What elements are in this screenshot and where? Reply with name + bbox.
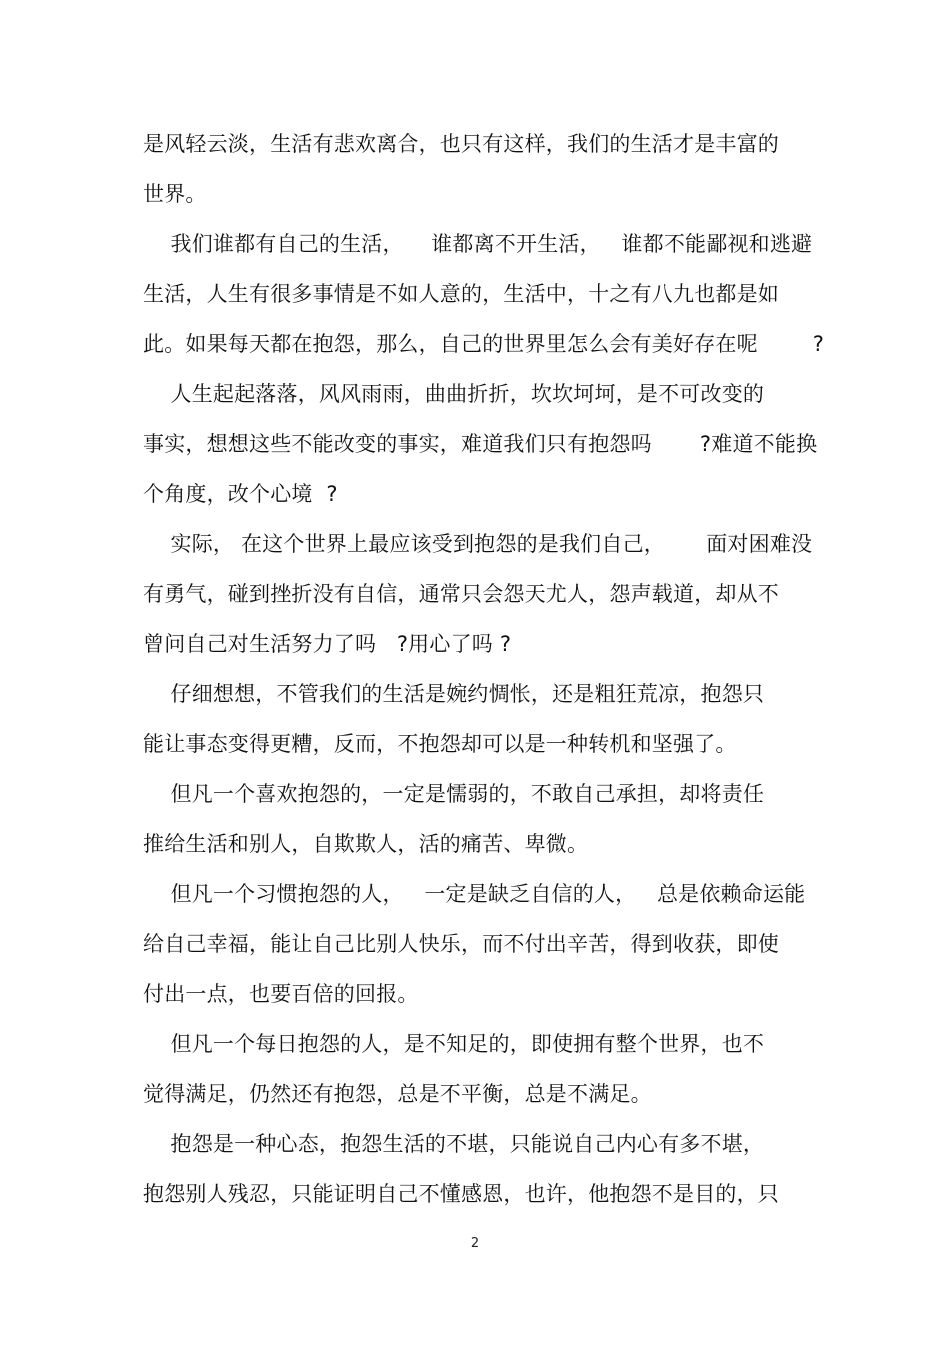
text-line: 推给生活和别人，自欺欺人，活的痛苦、卑微。 xyxy=(143,832,589,856)
text-line: 人生起起落落，风风雨雨，曲曲折折，坎坎坷坷，是不可改变的 xyxy=(143,382,765,406)
text-line: 此。如果每天都在抱怨，那么，自己的世界里怎么会有美好存在呢 ? xyxy=(143,332,825,356)
text-line: 实际， 在这个世界上最应该受到抱怨的是我们自己， 面对困难没 xyxy=(143,532,813,556)
text-line: 抱怨是一种心态，抱怨生活的不堪，只能说自己内心有多不堪， xyxy=(143,1132,765,1156)
text-line: 有勇气，碰到挫折没有自信，通常只会怨天尤人，怨声载道，却从不 xyxy=(143,582,779,606)
text-line: 生活，人生有很多事情是不如人意的，生活中，十之有八九也都是如 xyxy=(143,282,779,306)
text-line: 事实，想想这些不能改变的事实，难道我们只有抱怨吗 ?难道不能换 xyxy=(143,432,818,456)
page-number: 2 xyxy=(470,1236,480,1251)
text-line: 个角度，改个心境 ? xyxy=(143,482,338,506)
text-line: 抱怨别人残忍，只能证明自己不懂感恩，也许，他抱怨不是目的，只 xyxy=(143,1182,779,1206)
text-line: 我们谁都有自己的生活， 谁都离不开生活， 谁都不能鄙视和逃避 xyxy=(143,232,813,256)
text-line: 但凡一个习惯抱怨的人， 一定是缺乏自信的人， 总是依赖命运能 xyxy=(143,882,806,906)
text-line: 曾问自己对生活努力了吗 ?用心了吗 ? xyxy=(143,632,512,656)
text-line: 给自己幸福，能让自己比别人快乐，而不付出辛苦，得到收获，即使 xyxy=(143,932,779,956)
text-line: 但凡一个喜欢抱怨的，一定是懦弱的，不敢自己承担，却将责任 xyxy=(143,782,765,806)
text-line: 但凡一个每日抱怨的人，是不知足的，即使拥有整个世界，也不 xyxy=(143,1032,765,1056)
text-line: 能让事态变得更糟，反而，不抱怨却可以是一种转机和坚强了。 xyxy=(143,732,737,756)
text-line: 是风轻云淡，生活有悲欢离合，也只有这样，我们的生活才是丰富的 xyxy=(143,132,779,156)
text-line: 世界。 xyxy=(143,182,207,206)
text-line: 付出一点，也要百倍的回报。 xyxy=(143,982,419,1006)
text-line: 觉得满足，仍然还有抱怨，总是不平衡，总是不满足。 xyxy=(143,1082,652,1106)
text-line: 仔细想想，不管我们的生活是婉约惆怅，还是粗狂荒凉，抱怨只 xyxy=(143,682,765,706)
